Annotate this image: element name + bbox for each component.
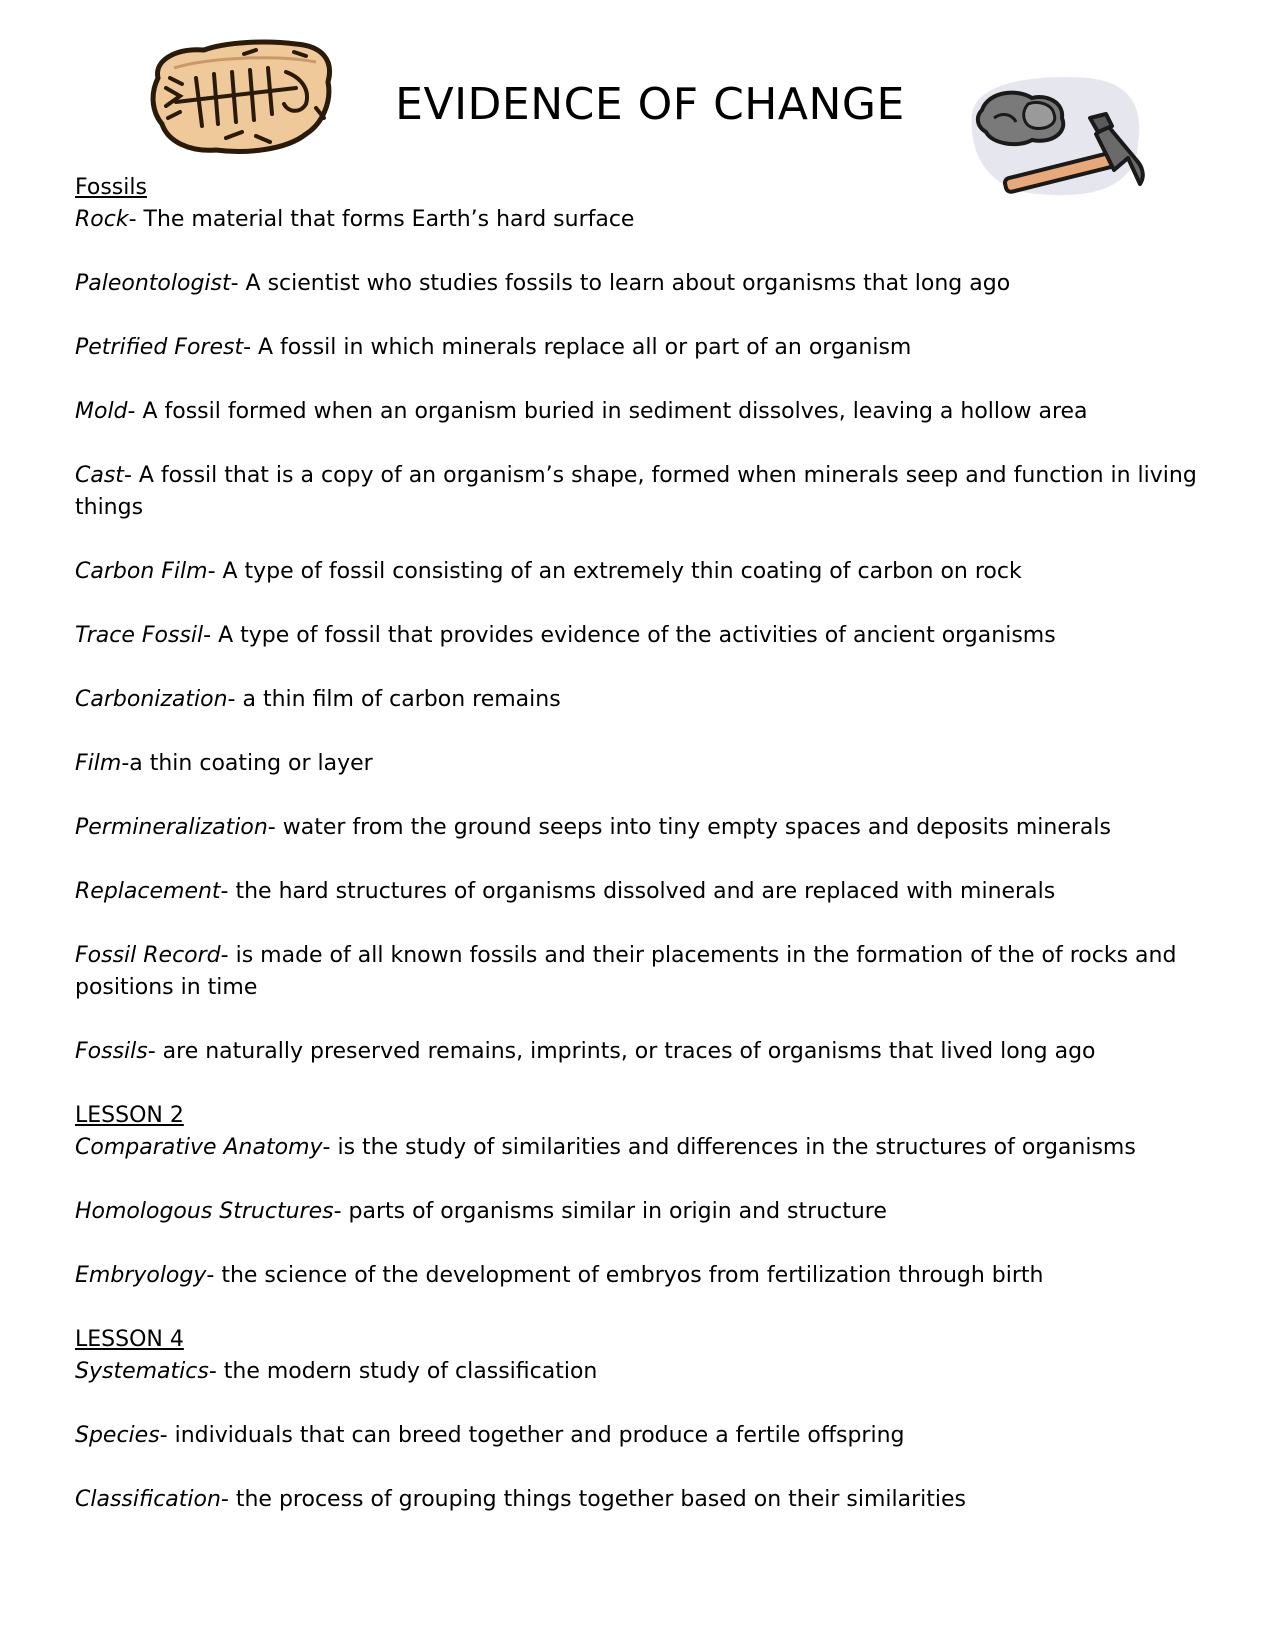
entry-term: Trace Fossil xyxy=(75,623,204,648)
glossary-entry xyxy=(75,1356,1205,1388)
entry-term: Fossil Record xyxy=(75,943,221,968)
glossary-section xyxy=(75,1324,1205,1516)
entry-definition: - are naturally preserved remains, imprints, or traces of organisms that lived long ago xyxy=(147,1039,1096,1064)
section-heading: LESSON 4 xyxy=(75,1327,184,1352)
glossary-entry xyxy=(75,1484,1205,1516)
glossary-entry xyxy=(75,1036,1205,1068)
glossary-entry xyxy=(75,940,1205,1004)
entry-term: Petrified Forest xyxy=(75,335,244,360)
entry-term: Embryology xyxy=(75,1263,207,1288)
glossary-entry xyxy=(75,1260,1205,1292)
entry-term: Comparative Anatomy xyxy=(75,1135,323,1160)
entry-definition: - A fossil in which minerals replace all or part of an organism xyxy=(243,335,912,360)
entry-definition: - the process of grouping things together based on their similarities xyxy=(220,1487,967,1512)
entry-definition: - the modern study of classification xyxy=(208,1359,598,1384)
glossary-section xyxy=(75,172,1205,1068)
entry-term: Classification xyxy=(75,1487,221,1512)
entry-term: Fossils xyxy=(75,1039,148,1064)
glossary-entry xyxy=(75,460,1205,524)
glossary-entry xyxy=(75,268,1205,300)
glossary-entry xyxy=(75,1420,1205,1452)
section-heading: Fossils xyxy=(75,175,147,200)
entry-definition: - A fossil that is a copy of an organism’s shape, formed when minerals seep and function in living things xyxy=(75,463,1197,520)
entry-definition: - A type of fossil consisting of an extremely thin coating of carbon on rock xyxy=(207,559,1022,584)
entry-definition: - is made of all known fossils and their placements in the formation of the of rocks and positions in time xyxy=(75,943,1177,1000)
glossary-entry xyxy=(75,812,1205,844)
entry-definition: - the science of the development of embryos from fertilization through birth xyxy=(206,1263,1044,1288)
entry-term: Paleontologist xyxy=(75,271,231,296)
entry-term: Carbon Film xyxy=(75,559,208,584)
glossary-entry xyxy=(75,1132,1205,1164)
entry-definition: - A type of fossil that provides evidence of the activities of ancient organisms xyxy=(203,623,1056,648)
entry-term: Species xyxy=(75,1423,160,1448)
entry-term: Mold xyxy=(75,399,128,424)
entry-definition: - a thin film of carbon remains xyxy=(227,687,561,712)
entry-definition: - water from the ground seeps into tiny empty spaces and deposits minerals xyxy=(267,815,1111,840)
glossary-entry xyxy=(75,396,1205,428)
entry-term: Film xyxy=(75,751,122,776)
entry-definition: - parts of organisms similar in origin and structure xyxy=(333,1199,887,1224)
entry-term: Systematics xyxy=(75,1359,209,1384)
entry-definition: - the hard structures of organisms dissolved and are replaced with minerals xyxy=(220,879,1056,904)
glossary-entry xyxy=(75,620,1205,652)
section-heading: LESSON 2 xyxy=(75,1103,184,1128)
glossary-entry xyxy=(75,204,1205,236)
entry-definition: - A fossil formed when an organism buried in sediment dissolves, leaving a hollow area xyxy=(127,399,1088,424)
glossary-entry xyxy=(75,556,1205,588)
entry-definition: - individuals that can breed together and produce a fertile offspring xyxy=(159,1423,905,1448)
entry-definition: - The material that forms Earth’s hard surface xyxy=(128,207,635,232)
glossary-entry xyxy=(75,748,1205,780)
entry-definition: -a thin coating or layer xyxy=(121,751,373,776)
glossary-entry xyxy=(75,876,1205,908)
entry-term: Cast xyxy=(75,463,124,488)
entry-definition: - A scientist who studies fossils to learn about organisms that long ago xyxy=(230,271,1011,296)
entry-term: Replacement xyxy=(75,879,221,904)
glossary-entry xyxy=(75,1196,1205,1228)
entry-term: Rock xyxy=(75,207,129,232)
entry-term: Permineralization xyxy=(75,815,268,840)
entry-definition: - is the study of similarities and differences in the structures of organisms xyxy=(322,1135,1136,1160)
page-title: EVIDENCE OF CHANGE xyxy=(395,79,905,130)
entry-term: Homologous Structures xyxy=(75,1199,334,1224)
glossary-entry xyxy=(75,332,1205,364)
glossary-section xyxy=(75,1100,1205,1292)
entry-term: Carbonization xyxy=(75,687,228,712)
glossary-content xyxy=(75,172,1205,1548)
glossary-entry xyxy=(75,684,1205,716)
